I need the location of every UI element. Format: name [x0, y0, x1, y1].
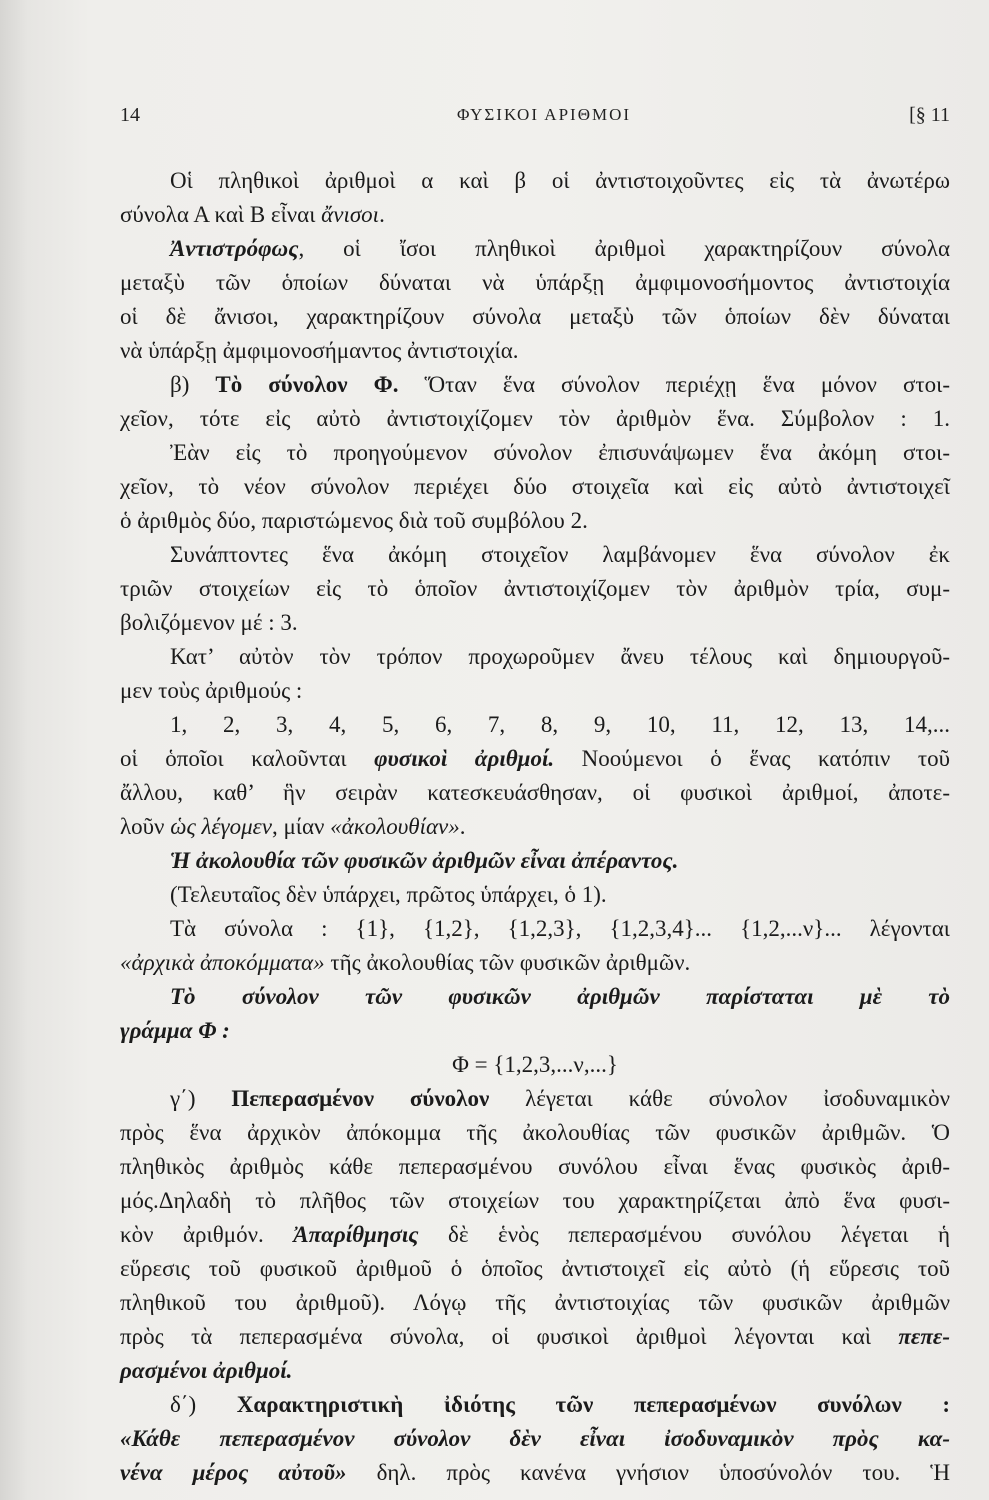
text-line — [120, 1456, 950, 1490]
text-line — [120, 300, 950, 334]
item-marker: γ΄) — [170, 1086, 232, 1111]
text-segment: (Τελευταῖος δὲν ὑπάρχει, πρῶτος ὑπάρχει, ὁ 1). — [170, 882, 607, 907]
text-line — [120, 1320, 950, 1354]
page-number: 14 — [120, 104, 140, 126]
bold-italic-term: ρασμένοι ἀριθμοί. — [120, 1358, 293, 1383]
text-line — [120, 606, 950, 640]
text-segment: εὕρεσις τοῦ φυσικοῦ ἀριθμοῦ ὁ ὁποῖος ἀντιστοιχεῖ εἰς αὐτὸ (ἡ εὕρεσις τοῦ — [120, 1256, 950, 1281]
text-line — [120, 164, 950, 198]
text-line — [120, 1422, 950, 1456]
running-title: ΦΥΣΙΚΟΙ ΑΡΙΘΜΟΙ — [456, 105, 632, 124]
text-line — [120, 1388, 950, 1422]
text-segment: τῆς ἀκολουθίας τῶν φυσικῶν ἀριθμῶν. — [324, 950, 691, 975]
bold-heading: Τὸ σύνολον Φ. — [215, 372, 399, 397]
bold-italic-term: Ἀντιστρόφως — [170, 236, 299, 261]
text-line — [120, 538, 950, 572]
text-segment: βολιζόμενον μέ : 3. — [120, 610, 298, 635]
text-line — [120, 1354, 950, 1388]
text-line — [120, 1116, 950, 1150]
italic-term: ἄνισοι — [321, 202, 380, 227]
text-segment: δηλ. πρὸς κανένα γνήσιον ὑποσύνολόν του. Ἡ — [346, 1460, 950, 1485]
text-line — [120, 742, 950, 776]
italic-term: «ἀκολουθίαν» — [330, 814, 460, 839]
text-segment: , μίαν — [271, 814, 331, 839]
page-body — [120, 164, 950, 1490]
text-line — [120, 1184, 950, 1218]
bold-italic-statement: «Κάθε πεπερασμένον σύνολον δὲν εἶναι ἰσοδυναμικὸν πρὸς κα- — [120, 1426, 950, 1451]
text-segment: μεν τοὺς ἀριθμούς : — [120, 678, 303, 703]
text-line — [120, 402, 950, 436]
text-line — [120, 572, 950, 606]
text-segment: πρὸς τὰ πεπερασμένα σύνολα, οἱ φυσικοὶ ἀριθμοὶ λέγονται καὶ — [120, 1324, 899, 1349]
item-marker: δ΄) — [170, 1392, 237, 1417]
text-segment: . — [379, 202, 385, 227]
text-line — [120, 640, 950, 674]
italic-term: «ἀρχικὰ ἀποκόμματα» — [120, 950, 325, 975]
text-segment: χεῖον, τότε εἰς αὐτὸ ἀντιστοιχίζομεν τὸν ἀριθμὸν ἕνα. Σύμβολον : 1. — [120, 406, 950, 431]
text-line — [120, 810, 950, 844]
text-segment: , οἱ ἴσοι πληθικοὶ ἀριθμοὶ χαρακτηρίζουν σύνολα — [298, 236, 950, 261]
text-line — [120, 674, 950, 708]
text-segment: νὰ ὑπάρξῃ ἀμφιμονοσήμαντος ἀντιστοιχία. — [120, 338, 519, 363]
text-segment: δὲ ἑνὸς πεπερασμένου συνόλου λέγεται ἡ — [418, 1222, 950, 1247]
text-segment: μός.Δηλαδὴ τὸ πλῆθος τῶν στοιχείων του χαρακτηρίζεται ἀπὸ ἕνα φυσι- — [120, 1188, 950, 1213]
text-line — [120, 198, 950, 232]
text-line — [120, 776, 950, 810]
text-segment: . — [459, 814, 466, 839]
text-line — [120, 1150, 950, 1184]
text-segment: οἱ ὁποῖοι καλοῦνται — [120, 746, 375, 771]
text-line — [120, 504, 950, 538]
text-segment: λοῦν — [120, 814, 171, 839]
section-reference: [§ 11 — [909, 104, 950, 126]
italic-term: ὡς λέγομεν — [170, 814, 272, 839]
text-segment: λέγεται κάθε σύνολον ἰσοδυναμικὸν — [489, 1086, 950, 1111]
text-segment: χεῖον, τὸ νέον σύνολον περιέχει δύο στοιχεῖα καὶ εἰς αὐτὸ ἀντιστοιχεῖ — [120, 474, 950, 499]
text-segment: μεταξὺ τῶν ὁποίων δύναται νὰ ὑπάρξῃ ἀμφιμονοσήμοντος ἀντιστοιχία — [120, 270, 950, 295]
text-segment: Ἐὰν εἰς τὸ προηγούμενον σύνολον ἐπισυνάψωμεν ἕνα ἀκόμη στοι- — [170, 440, 950, 465]
bold-italic-statement: Ἡ ἀκολουθία τῶν φυσικῶν ἀριθμῶν εἶναι ἀπέραντος. — [170, 848, 679, 873]
text-line — [120, 878, 950, 912]
text-line — [120, 1252, 950, 1286]
text-line — [120, 368, 950, 402]
bold-italic-statement: νένα μέρος αὐτοῦ» — [120, 1460, 347, 1485]
text-line — [120, 334, 950, 368]
bold-italic-term: φυσικοὶ ἀριθμοί. — [374, 746, 555, 771]
page-header — [120, 100, 950, 130]
text-line — [120, 980, 950, 1014]
text-segment: Κατ’ αὐτὸν τὸν τρόπον προχωροῦμεν ἄνευ τέλους καὶ δημιουργοῦ- — [170, 644, 950, 669]
text-line — [120, 844, 950, 878]
text-line — [120, 1082, 950, 1116]
text-segment: πληθικοῦ του ἀριθμοῦ). Λόγῳ τῆς ἀντιστοιχίας τῶν φυσικῶν ἀριθμῶν — [120, 1290, 950, 1315]
text-segment: σύνολα Α καὶ Β εἶναι — [120, 202, 322, 227]
text-segment: Ὅταν ἕνα σύνολον περιέχῃ ἕνα μόνον στοι- — [398, 372, 950, 397]
text-line — [120, 946, 950, 980]
formula-line — [120, 1048, 950, 1082]
bold-italic-term: πεπε- — [898, 1324, 950, 1349]
text-segment: οἱ δὲ ἄνισοι, χαρακτηρίζουν σύνολα μεταξὺ τῶν ὁποίων δὲν δύναται — [120, 304, 950, 329]
text-segment: τριῶν στοιχείων εἰς τὸ ὁποῖον ἀντιστοιχίζομεν τὸν ἀριθμὸν τρία, συμ- — [120, 576, 950, 601]
text-line — [120, 1014, 950, 1048]
text-line — [120, 266, 950, 300]
text-segment: ἄλλου, καθ’ ἣν σειρὰν κατεσκευάσθησαν, οἱ φυσικοὶ ἀριθμοί, ἀποτε- — [120, 780, 950, 805]
text-segment: 1, 2, 3, 4, 5, 6, 7, 8, 9, 10, 11, 12, 13, 14,... — [170, 712, 950, 737]
text-line — [120, 232, 950, 266]
text-segment: Τὰ σύνολα : {1}, {1,2}, {1,2,3}, {1,2,3,4}... {1,2,...ν}... λέγονται — [170, 916, 950, 941]
bold-italic-statement: γράμμα Φ : — [120, 1018, 230, 1043]
text-segment: πληθικὸς ἀριθμὸς κάθε πεπερασμένου συνόλου εἶναι ἕνας φυσικὸς ἀριθ- — [120, 1154, 950, 1179]
bold-heading: Πεπερασμένον σύνολον — [231, 1086, 490, 1111]
bold-heading: Χαρακτηριστικὴ ἰδιότης τῶν πεπερασμένων συνόλων : — [236, 1392, 950, 1417]
text-segment: κὸν ἀριθμόν. — [120, 1222, 294, 1247]
text-segment: Οἱ πληθικοὶ ἀριθμοὶ α καὶ β οἱ ἀντιστοιχοῦντες εἰς τὰ ἀνωτέρω — [170, 168, 950, 193]
formula: Φ = {1,2,3,...ν,...} — [452, 1052, 618, 1077]
bold-italic-term: Ἀπαρίθμησις — [293, 1222, 419, 1247]
number-sequence-line — [120, 708, 950, 742]
text-segment: Νοούμενοι ὁ ἕνας κατόπιν τοῦ — [554, 746, 950, 771]
text-line — [120, 436, 950, 470]
text-line — [120, 1286, 950, 1320]
text-segment: ὁ ἀριθμὸς δύο, παριστώμενος διὰ τοῦ συμβόλου 2. — [120, 508, 588, 533]
bold-italic-statement: Τὸ σύνολον τῶν φυσικῶν ἀριθμῶν παρίσταται μὲ τὸ — [170, 984, 950, 1009]
text-segment: πρὸς ἕνα ἀρχικὸν ἀπόκομμα τῆς ἀκολουθίας τῶν φυσικῶν ἀριθμῶν. Ὁ — [120, 1120, 950, 1145]
item-marker: β) — [170, 372, 216, 397]
text-line — [120, 912, 950, 946]
text-line — [120, 470, 950, 504]
text-segment: Συνάπτοντες ἕνα ἀκόμη στοιχεῖον λαμβάνομεν ἕνα σύνολον ἐκ — [170, 542, 950, 567]
text-line — [120, 1218, 950, 1252]
